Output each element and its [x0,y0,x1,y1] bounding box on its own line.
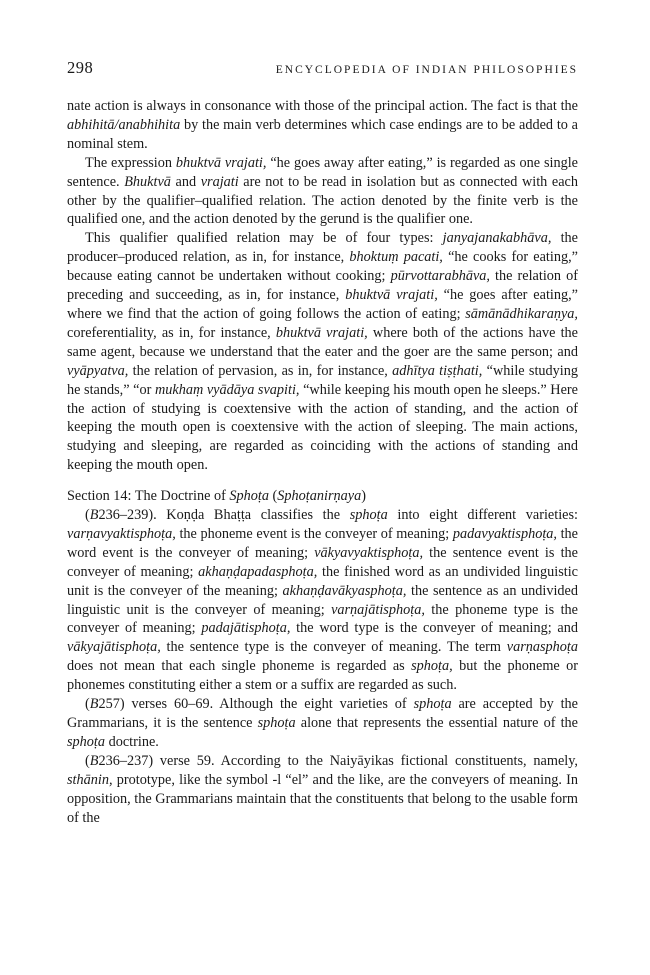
italic-term: padavyaktisphoṭa, [452,525,557,542]
text-run: are not to be read in isolation but as connected with each other by the qualifier–qualified relation. The action denoted by the finite verb is the qualified one, and the action denoted by the gerund is the qualifier one. [67,173,578,228]
text-run: the sentence event is the conveyer of meaning; [67,544,578,580]
text-run: Section 14: The Doctrine of [67,488,230,505]
italic-term: sāmānādhikaraṇya, [465,305,578,322]
text-run: “while keeping his mouth open he sleeps.” Here the action of studying is coextensive with the action of standing, and the action of keeping the mouth open is coextensive with the action of sleeping. The main actions, studying and sleeping, are regarded as coinciding with the actions of standing and keeping the mouth open. [67,381,578,474]
page-number: 298 [67,58,94,77]
text-run: the sentence type is the conveyer of meaning. The term [160,639,507,656]
text-run: the producer–produced relation, as in, for instance, [67,230,578,266]
italic-term: Bhuktvā [124,173,171,190]
italic-term: bhuktvā vrajati, [275,324,368,341]
text-run: “he cooks for eating,” because eating cannot be undertaken without cooking; [67,249,578,285]
italic-term: sphoṭa [349,507,388,524]
italic-term: B [89,696,99,713]
text-run: 236–239). Koṇḍa Bhaṭṭa classifies the [98,507,350,524]
italic-term: abhihitā/anabhihita [67,116,181,133]
section-paragraphs [67,506,578,827]
paragraph [67,97,578,154]
text-run: into eight different varieties: [387,507,579,524]
italic-term: Sphoṭanirṇaya [277,488,362,505]
italic-term: Sphoṭa [229,488,269,505]
paragraph [67,752,578,828]
text-run: the relation of preceding and succeeding, as in, for instance, [67,268,579,304]
text-run: 236–237) verse 59. According to the Naiyāyikas fictional constituents, namely, [98,752,578,769]
italic-term: akhaṇḍapadasphoṭa, [198,563,318,580]
text-run: “he goes away after eating,” is regarded as one single sentence. [67,154,578,190]
italic-term: bhuktvā vrajati, [345,287,438,304]
italic-term: varṇasphoṭa [506,639,578,656]
italic-term: mukhaṃ vyādāya svapiti, [154,381,300,398]
paragraph [67,154,578,230]
text-run: “while studying he stands,” “or [67,362,578,398]
text-run: the word type is the conveyer of meaning; and [290,620,578,637]
italic-term: B [89,752,99,769]
italic-term: pūrvottarabhāva, [390,268,490,285]
italic-term: B [89,507,99,524]
italic-term: varṇavyaktisphoṭa, [67,525,176,542]
text-run: ( [268,488,278,505]
text-run: ) [361,488,366,505]
running-header [67,58,578,78]
paragraph [67,695,578,752]
text-run: ( [85,696,90,713]
italic-term: adhītya tiṣṭhati, [392,362,483,379]
italic-term: sphoṭa [257,715,296,731]
text-run: are accepted by the Grammarians, it is the sentence [67,696,579,731]
text-run: This qualifier qualified relation may be of four types: [85,230,443,247]
italic-term: vyāpyatva, [67,362,129,379]
text-run: the finished word as an undivided linguistic unit is the conveyer of the meaning; [67,563,578,599]
italic-term: vākyavyaktisphoṭa, [314,544,424,561]
text-run: the phoneme type is the conveyer of meaning; [67,601,578,637]
section-heading [67,487,578,506]
text-run: and [170,173,201,190]
text-run: does not mean that each single phoneme is regarded as [67,658,412,675]
text-run: The expression [85,154,176,171]
body-text [67,97,578,827]
italic-term: sphoṭa, [411,658,453,675]
text-run: the sentence as an undivided linguistic unit is the conveyer of meaning; [67,582,579,618]
text-run: ( [85,507,90,524]
text-run: nate action is always in consonance with those of the principal action. The fact is that the [67,98,578,114]
running-head-title: ENCYCLOPEDIA OF INDIAN PHILOSOPHIES [275,64,578,76]
italic-term: bhoktuṃ pacati, [349,249,443,266]
italic-term: padajātisphoṭa, [201,620,291,637]
italic-term: sthānin, [67,771,113,788]
text-run: where both of the actions have the same agent, because we understand that the eater and the goer are the same person; and [67,324,578,360]
paragraph [67,506,578,695]
text-run: ( [85,752,90,769]
italic-term: sphoṭa [67,733,106,750]
text-run: the relation of pervasion, as in, for instance, [128,362,393,379]
italic-term: vrajati [200,173,239,190]
text-run: by the main verb determines which case endings are to be added to a nominal stem. [67,116,578,152]
italic-term: bhuktvā vrajati, [175,154,267,171]
text-run: “he goes after eating,” where we find that the action of going follows the action of eating; [67,287,579,322]
paragraph [67,229,578,475]
text-run: the word event is the conveyer of meaning; [67,525,578,561]
italic-term: akhaṇḍavākyasphoṭa, [282,582,407,599]
pre-section-paragraphs [67,97,578,475]
text-run: the phoneme event is the conveyer of meaning; [175,525,453,542]
text-run: alone that represents the essential nature of the [295,715,578,731]
text-run: 257) verses 60–69. Although the eight varieties of [98,696,414,713]
italic-term: vākyajātisphoṭa, [67,639,161,656]
text-run: coreferentiality, as in, for instance, [67,324,276,341]
italic-term: sphoṭa [413,696,452,713]
text-run: but the phoneme or phonemes constituting either a stem or a suffix are regarded as such. [67,658,578,694]
italic-term: varṇajātisphoṭa, [331,601,425,618]
text-run: doctrine. [105,733,159,750]
italic-term: janyajanakabhāva, [442,230,552,247]
text-run: prototype, like the symbol -l “el” and the like, are the conveyers of meaning. In opposition, the Grammarians maintain that the constituents that belong to the usable form of the [67,771,578,826]
